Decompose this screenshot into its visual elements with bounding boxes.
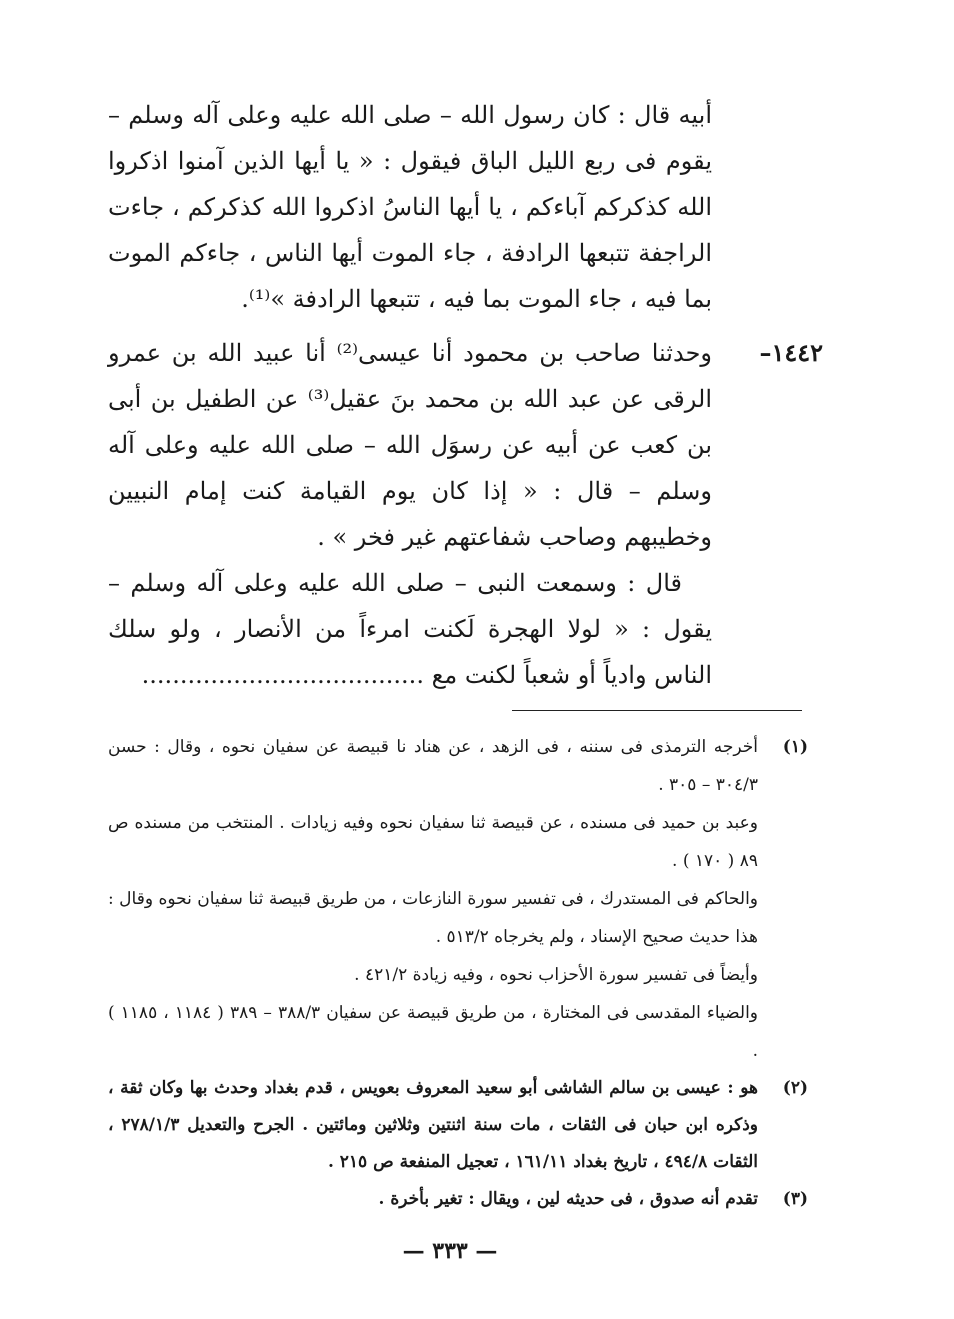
footnote-paragraph: أخرجه الترمذى فى سننه ، فى الزهد ، عن هناد نا قبيصة عن سفيان نحوه ، وقال : حسن ٣٠٤/٣ – ٣٠٥ .: [108, 737, 758, 795]
footnote-paragraph: تقدم أنه صدوق ، فى حديثه لين ، ويقال : تغير بأخرة .: [378, 1189, 758, 1209]
hadith-paragraph-continued: أبيه قال : كان رسول الله – صلى الله عليه وعلى آله وسلم – يقوم فى ربع الليل الباق فيقول : « يا أيها الذين آمنوا اذكروا الله كذكركم آباءكم ، يا أيها الناسُ اذكروا الله كذكركم ، جاءت الراجفة تتبعها الرادفة ، جاء الموت أيها الناس ، جاءكم الموت بما فيه ، جاء الموت بما فيه ، تتبعها الرادفة »⁽¹⁾.: [108, 101, 712, 313]
hadith-1442: [108, 330, 823, 698]
footnote-divider: [512, 710, 802, 711]
hadith-body: [108, 330, 712, 698]
footnote-paragraph: هو : عيسى بن سالم الشاشى أبو سعيد المعروف بعويس ، قدم بغداد وحدث بها وكان ثقة ، وذكره ابن حبان فى الثقات ، مات سنة اثنتين وثلاثين ومائتين . الجرح والتعديل ٢٧٨/١/٣ ، الثقات ٤٩٤/٨ ، تاريخ بغداد ١٦١/١١ ، تعجيل المنفعة ص ٢١٥ .: [108, 1078, 758, 1172]
footnote-paragraph: وأيضاً فى تفسير سورة الأحزاب نحوه ، وفيه زيادة ٤٢١/٢ .: [354, 965, 758, 985]
page-number: — ٣٣٣ —: [402, 1238, 498, 1264]
footnote-1: [108, 728, 808, 1070]
hadith-number: ١٤٤٢–: [759, 338, 823, 367]
main-text-block: [108, 92, 712, 322]
footnote-paragraph: والحاكم فى المستدرك ، فى تفسير سورة النازعات ، من طريق قبيصة ثنا سفيان نحوه وقال : هذا حديث صحيح الإسناد ، ولم يخرجاه ٥١٣/٢ .: [108, 889, 758, 947]
hadith-continuation: قال : وسمعت النبى – صلى الله عليه وعلى آله وسلم – يقول : « لولا الهجرة لَكنت امرءاً من الأنصار ، ولو سلك الناس وادياً أو شعباً لكنت مع .....................................: [108, 569, 712, 689]
footnote-number: (٢): [782, 1078, 808, 1098]
footnote-number: (٣): [782, 1189, 808, 1209]
footnote-paragraph: وعبد بن حميد فى مسنده ، عن قبيصة ثنا سفيان نحوه وفيه زيادات . المنتخب من مسنده ص ٨٩ ( ١٧٠ ) .: [108, 813, 758, 871]
footnotes-section: [108, 728, 808, 1218]
footnote-2: [108, 1070, 808, 1181]
footnote-3: [108, 1181, 808, 1218]
hadith-text: وحدثنا صاحب بن محمود أنا عيسى⁽²⁾ أنا عبيد الله بن عمرو الرقى عن عبد الله بن محمد بنَ عقيل⁽³⁾ عن الطفيل بن أبى بن كعب عن أبيه عن رسوَل الله – صلى الله عليه وعلى آله وسلم – قال : « إذا كان يوم القيامة كنت إمام النبيين وخطيبهم وصاحب شفاعتهم غير فخر » .: [108, 339, 713, 551]
footnote-paragraph: والضياء المقدسى فى المختارة ، من طريق قبيصة عن سفيان ٣٨٨/٣ – ٣٨٩ ( ١١٨٤ ، ١١٨٥ ) .: [108, 1003, 759, 1061]
footnote-number: (١): [782, 737, 808, 757]
